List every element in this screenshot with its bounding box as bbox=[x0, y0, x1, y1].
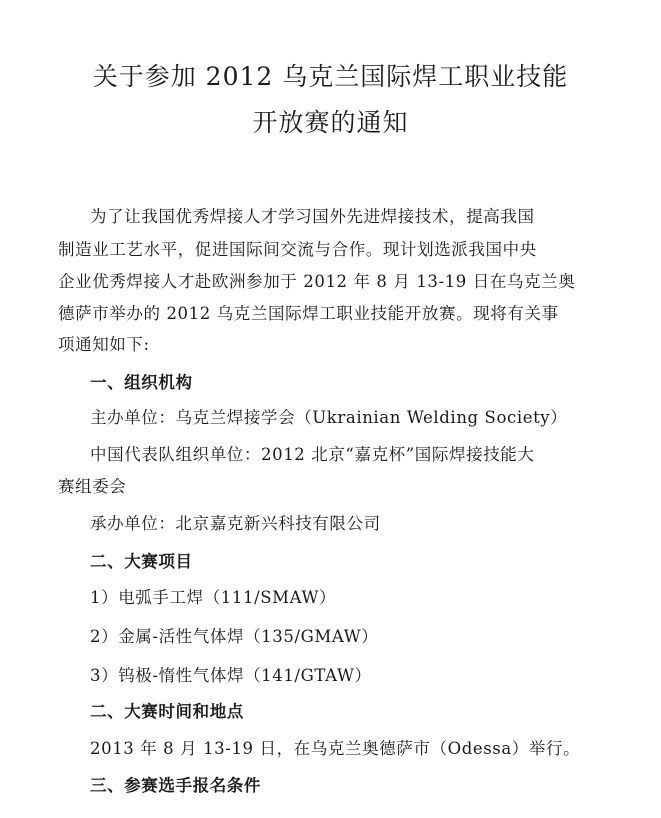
co-organizer: 承办单位：北京嘉克新兴科技有限公司 bbox=[90, 514, 381, 533]
document-title-line-2: 开放赛的通知 bbox=[252, 108, 409, 137]
document-title-line-1: 关于参加 2012 乌克兰国际焊工职业技能 bbox=[92, 62, 569, 91]
intro-line-3: 企业优秀焊接人才赴欧洲参加于 2012 年 8 月 13-19 日在乌克兰奥 bbox=[58, 272, 576, 291]
section-heading-time-place: 二、大赛时间和地点 bbox=[90, 702, 244, 721]
section-heading-events: 二、大赛项目 bbox=[90, 552, 193, 571]
intro-line-5: 项通知如下: bbox=[58, 335, 150, 354]
delegation-organizer-line-2: 赛组委会 bbox=[58, 477, 127, 496]
event-item-gtaw: 3）钨极-惰性气体焊（141/GTAW） bbox=[90, 666, 372, 685]
intro-line-1: 为了让我国优秀焊接人才学习国外先进焊接技术，提高我国 bbox=[90, 207, 535, 226]
event-item-smaw: 1）电弧手工焊（111/SMAW） bbox=[90, 588, 337, 607]
delegation-organizer-line-1: 中国代表队组织单位：2012 北京“嘉克杯”国际焊接技能大 bbox=[90, 445, 535, 464]
section-heading-eligibility: 三、参赛选手报名条件 bbox=[90, 776, 261, 795]
time-place-text: 2013 年 8 月 13-19 日，在乌克兰奥德萨市（Odessa）举行。 bbox=[90, 739, 581, 758]
intro-line-2: 制造业工艺水平，促进国际间交流与合作。现计划选派我国中央 bbox=[58, 240, 537, 259]
intro-line-4: 德萨市举办的 2012 乌克兰国际焊工职业技能开放赛。现将有关事 bbox=[58, 304, 559, 323]
event-item-gmaw: 2）金属-活性气体焊（135/GMAW） bbox=[90, 627, 379, 646]
host-organization: 主办单位：乌克兰焊接学会（Ukrainian Welding Society） bbox=[90, 408, 568, 427]
section-heading-organization: 一、组织机构 bbox=[90, 373, 193, 392]
